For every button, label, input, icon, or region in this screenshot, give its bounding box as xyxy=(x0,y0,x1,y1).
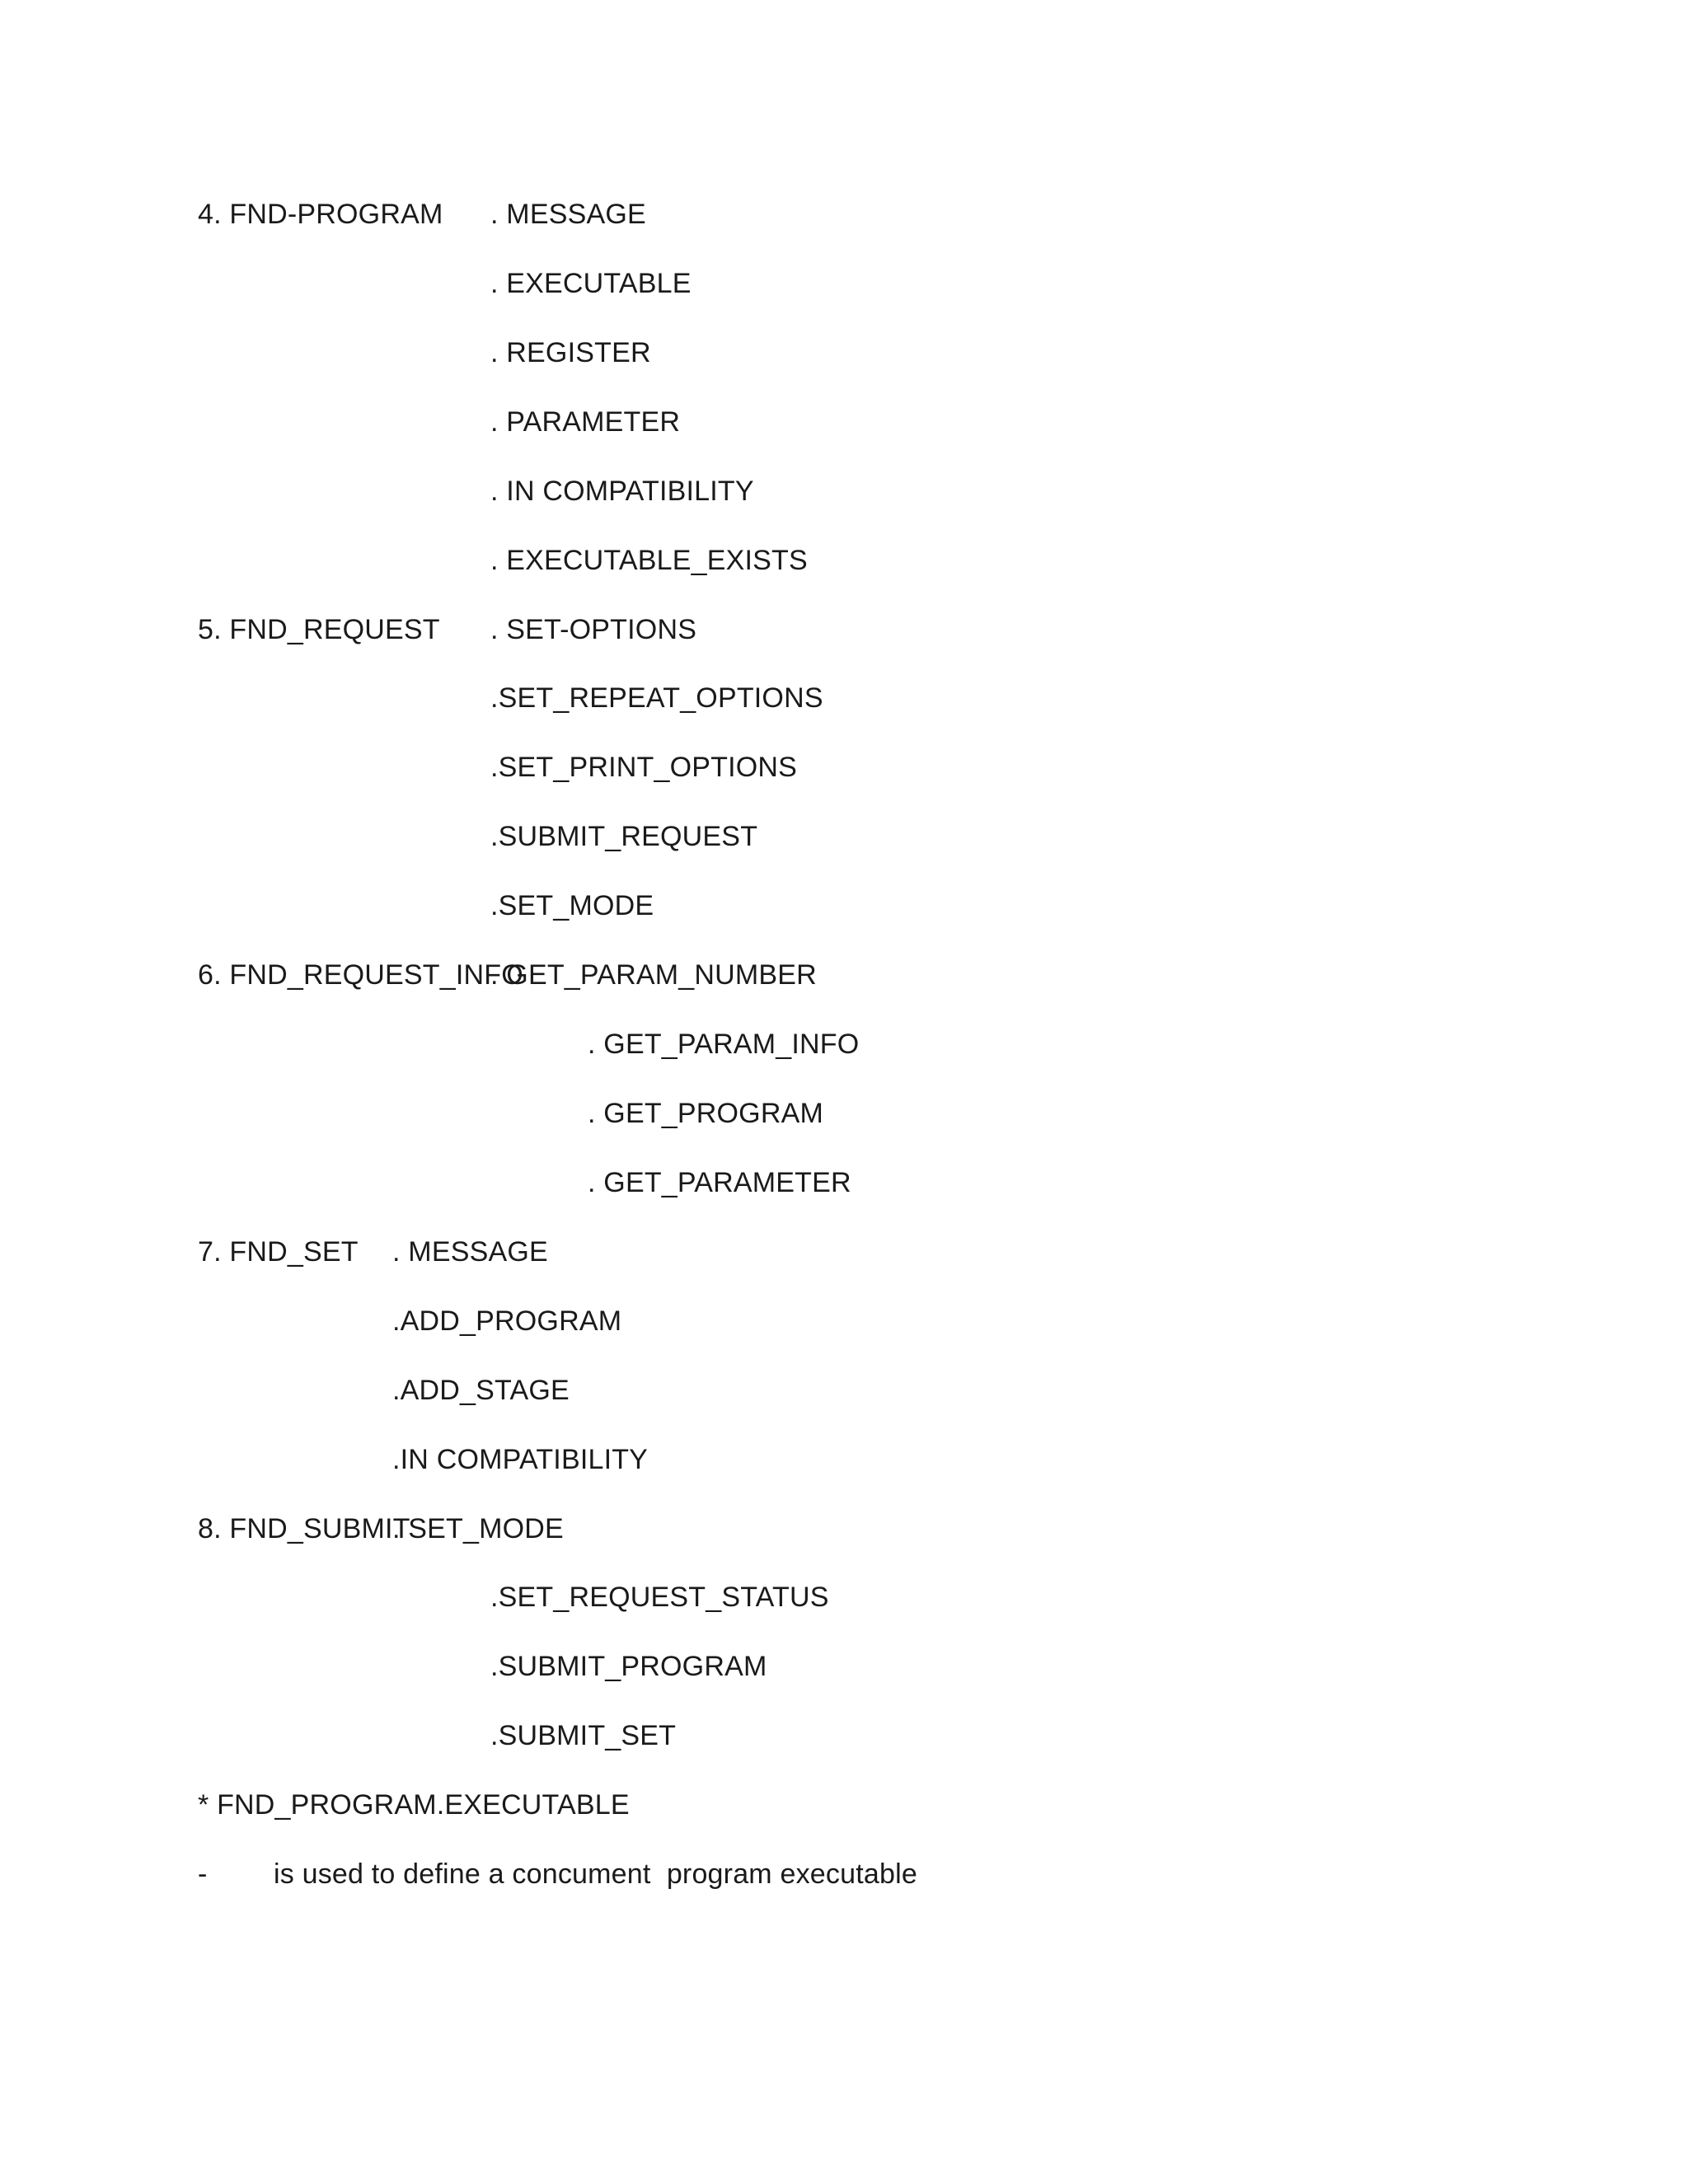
section-heading: 5. FND_REQUEST xyxy=(198,614,440,645)
list-item: .IN COMPATIBILITY xyxy=(392,1444,649,1475)
list-item: . GET_PARAM_INFO xyxy=(588,1029,860,1060)
list-item: .SET_PRINT_OPTIONS xyxy=(490,752,798,783)
section-heading: 4. FND-PROGRAM xyxy=(198,199,443,230)
list-item: . IN COMPATIBILITY xyxy=(490,476,754,507)
list-item: . GET_PARAM_NUMBER xyxy=(490,959,817,991)
list-item: . SET_MODE xyxy=(392,1513,564,1544)
list-item: .ADD_STAGE xyxy=(392,1375,570,1406)
list-item: .SUBMIT_REQUEST xyxy=(490,821,758,852)
section-heading: 8. FND_SUBMIT xyxy=(198,1513,410,1544)
list-item: . MESSAGE xyxy=(392,1236,548,1268)
list-item: .SET_REQUEST_STATUS xyxy=(490,1582,829,1613)
list-item: . MESSAGE xyxy=(490,199,646,230)
list-item: .SET_REPEAT_OPTIONS xyxy=(490,682,823,714)
list-item: . PARAMETER xyxy=(490,406,681,438)
list-item: . EXECUTABLE_EXISTS xyxy=(490,545,808,576)
list-item: .SUBMIT_PROGRAM xyxy=(490,1651,767,1682)
list-item: .ADD_PROGRAM xyxy=(392,1305,622,1337)
section-heading: 6. FND_REQUEST_INFO xyxy=(198,959,523,991)
list-item: .SUBMIT_SET xyxy=(490,1720,677,1751)
section-heading: 7. FND_SET xyxy=(198,1236,359,1268)
note-title: * FND_PROGRAM.EXECUTABLE xyxy=(198,1789,630,1821)
list-item: .SET_MODE xyxy=(490,890,654,921)
list-item: . GET_PROGRAM xyxy=(588,1098,823,1129)
note-text: is used to define a concument program executable xyxy=(274,1858,917,1890)
bullet-dash: - xyxy=(198,1858,208,1890)
list-item: . REGISTER xyxy=(490,337,651,368)
list-item: . GET_PARAMETER xyxy=(588,1167,851,1198)
list-item: . EXECUTABLE xyxy=(490,268,692,299)
list-item: . SET-OPTIONS xyxy=(490,614,697,645)
